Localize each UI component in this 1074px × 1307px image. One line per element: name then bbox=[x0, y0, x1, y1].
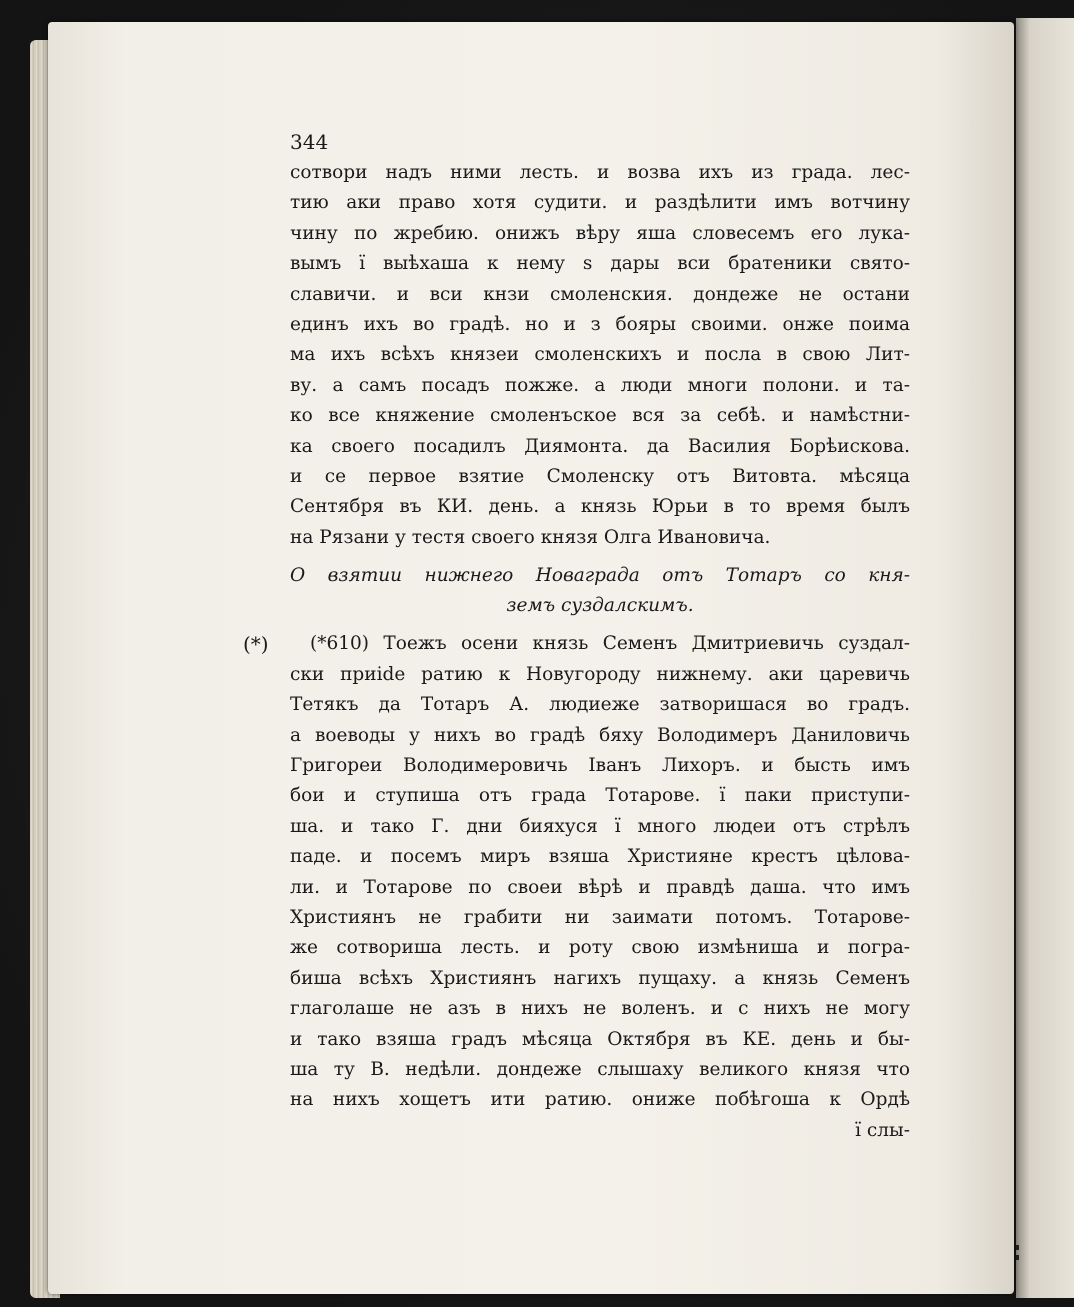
text-line: ша ту В. недѣли. дондеже слышаху великого князя что bbox=[290, 1058, 910, 1080]
text-line: паде. и посемъ миръ взяша Християне крестъ цѣлова- bbox=[290, 846, 910, 868]
text-line: тию аки право хотя судити. и раздѣлити имъ вотчину bbox=[290, 192, 910, 214]
text-line: ка своего посадилъ Диямонта. да Василия Борѣискова. bbox=[290, 435, 910, 457]
text-line: на Рязани у тестя своего князя Олга Ивановича. bbox=[290, 526, 771, 548]
text-line: биша всѣхъ Християнъ нагихъ пущаху. а князь Семенъ bbox=[290, 967, 910, 989]
text-line: а воеводы у нихъ во градѣ бяху Володимеръ Даниловичь bbox=[290, 724, 910, 746]
text-line: Григореи Володимеровичь Іванъ Лихоръ. и бысть имъ bbox=[290, 754, 910, 776]
text-line: бои и ступиша отъ града Тотарове. ї паки приступи- bbox=[290, 785, 910, 807]
text-line: единъ ихъ во градѣ. но и з бояры своими. онже поима bbox=[290, 314, 910, 336]
text-line: сотвори надъ ними лесть. и возва ихъ из града. лес- bbox=[290, 162, 910, 183]
text-line: Християнъ не грабити ни заимати потомъ. Тотарове- bbox=[290, 906, 910, 928]
text-line: и се первое взятие Смоленску отъ Витовта. мѣсяца bbox=[290, 466, 910, 488]
facing-page-mark bbox=[1016, 1255, 1019, 1260]
text-line: (*610) Тоежъ осени князь Семенъ Дмитриевичь суздал- bbox=[310, 633, 910, 655]
facing-page-edge bbox=[1016, 18, 1074, 1298]
text-line: ма ихъ всѣхъ князеи смоленскихъ и посла в свою Лит- bbox=[290, 344, 910, 366]
text-line: и тако взяша градъ мѣсяца Октября въ КЕ. день и бы- bbox=[290, 1028, 910, 1050]
paragraph-2 bbox=[243, 629, 910, 1146]
page-number: 344 bbox=[290, 130, 329, 154]
facing-page-mark bbox=[1016, 1245, 1019, 1250]
text-line: чину по жребию. онижъ вѣру яша словесемъ его лука- bbox=[290, 222, 910, 244]
section-heading bbox=[248, 561, 910, 621]
text-line: ски приide ратию к Новугороду нижнему. аки царевичь bbox=[290, 663, 910, 685]
text-line: же сотвориша лесть. и роту свою измѣниша и погра- bbox=[290, 937, 910, 959]
text-line: ша. и тако Г. дни бияхуся ї много людеи отъ стрѣлъ bbox=[290, 815, 910, 837]
text-line: глаголаше не азъ в нихъ не воленъ. и с нихъ не могу bbox=[290, 998, 910, 1020]
text-line: вымъ ї выѣхаша к нему ѕ дары вси братеники свято- bbox=[290, 253, 910, 275]
page-text bbox=[243, 128, 910, 1146]
text-line: ву. а самъ посадъ пожже. а люди многи полони. и та- bbox=[290, 374, 910, 396]
spacer bbox=[248, 621, 910, 629]
text-line: на нихъ хощетъ ити ратию. ониже побѣгоша к Ордѣ bbox=[290, 1089, 910, 1111]
heading-line: О взятии нижнего Новаграда отъ Тотаръ со кня- bbox=[290, 565, 910, 587]
text-line: ко все княжение смоленъское вся за себѣ. и намѣстни- bbox=[290, 405, 910, 427]
text-line: ли. и Тотарове по своеи вѣрѣ и правдѣ даша. что имъ bbox=[290, 876, 910, 898]
paragraph-1 bbox=[248, 158, 910, 553]
footnote-marker: (*) bbox=[243, 632, 269, 657]
text-line: Сентября въ КИ. день. а князь Юрьи в то время былъ bbox=[290, 496, 910, 518]
catchword: ї слы- bbox=[855, 1119, 910, 1141]
heading-line: земъ суздалскимъ. bbox=[506, 595, 694, 617]
text-line: славичи. и вси кнзи смоленския. дондеже не остани bbox=[290, 283, 910, 305]
text-line: Тетякъ да Тотаръ А. людиеже затворишася во градъ. bbox=[290, 694, 910, 716]
